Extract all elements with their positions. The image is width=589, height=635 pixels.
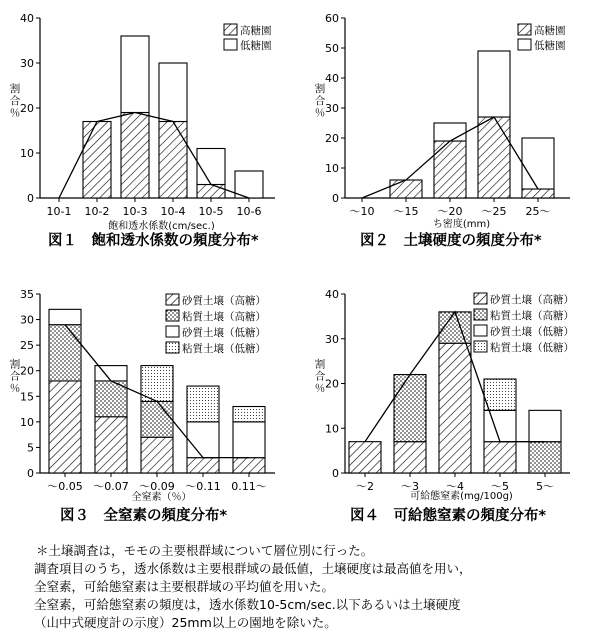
chart-panel-4 [315, 288, 574, 524]
bar-segment [484, 410, 516, 441]
bar-segment [434, 123, 466, 141]
x-tick-label: 〜2 [356, 480, 374, 493]
footnote-line: ＊土壌調査は，モモの主要根群域について層位別に行った。 [36, 543, 374, 558]
legend-swatch [518, 24, 531, 35]
y-tick-label: 10 [20, 415, 34, 429]
legend [166, 294, 266, 355]
legend [224, 24, 272, 52]
x-axis-label: 可給態窒素(mg/100g) [410, 491, 513, 502]
y-tick-label: 50 [325, 42, 339, 55]
bar-segment [159, 63, 187, 122]
legend-label: 低糖園 [240, 40, 272, 52]
legend-swatch [166, 294, 179, 305]
chart-panel-1 [10, 12, 275, 249]
bar-segment [394, 442, 426, 473]
legend-label: 粘質土壌（高糖） [182, 311, 266, 323]
y-axis-label: 割合％ [314, 83, 326, 119]
x-axis-label: ち密度(mm) [432, 219, 491, 230]
x-tick-label: 10-4 [160, 205, 186, 218]
legend [474, 293, 574, 354]
chart-title: 図２ 土壌硬度の頻度分布* [360, 233, 542, 249]
x-tick-label: 〜0.07 [93, 480, 129, 493]
y-axis-label: 割合％ [9, 358, 21, 395]
x-tick-label: 〜25 [481, 205, 507, 218]
y-tick-label: 20 [325, 377, 339, 391]
bar-segment [529, 410, 561, 441]
legend-swatch [474, 325, 487, 336]
bar-segment [159, 122, 187, 199]
chart-title: 図３ 全窒素の頻度分布* [60, 508, 228, 524]
legend-label: 高糖園 [240, 25, 272, 37]
x-tick-label: 10-5 [198, 205, 224, 218]
legend-label: 粘質土壌（低糖） [182, 343, 266, 355]
bar-segment [439, 343, 471, 473]
footnote-line: （山中式硬度計の示度）25mm以上の園地を除いた。 [34, 615, 337, 630]
legend-label: 粘質土壌（低糖） [490, 342, 574, 354]
y-tick-label: 10 [20, 147, 34, 160]
bar-segment [233, 407, 265, 422]
bar-segment [49, 325, 81, 381]
bar-segment [484, 442, 516, 473]
x-tick-label: 5〜 [536, 480, 554, 493]
legend-swatch [224, 24, 237, 35]
x-tick-label: 〜3 [401, 480, 419, 493]
y-tick-label: 0 [332, 192, 339, 205]
bar-segment [49, 309, 81, 324]
y-tick-label: 0 [27, 467, 34, 480]
bar-segment [390, 180, 422, 198]
y-tick-label: 30 [325, 332, 339, 346]
y-tick-label: 0 [27, 192, 34, 205]
x-tick-label: 〜20 [437, 205, 463, 218]
x-axis-label: 全窒素（％） [131, 492, 192, 503]
chart-title: 図４ 可給態窒素の頻度分布* [350, 508, 547, 524]
bar-segment [187, 422, 219, 458]
y-tick-label: 35 [20, 288, 34, 301]
bar-segment [233, 422, 265, 458]
legend-label: 粘質土壌（高糖） [490, 310, 574, 322]
legend-swatch [474, 293, 487, 304]
bar-segment [349, 442, 381, 473]
bar-segment [233, 458, 265, 473]
bar-segment [529, 442, 561, 473]
y-tick-label: 40 [20, 12, 34, 25]
bar-segment [121, 36, 149, 113]
bar-segment [49, 381, 81, 473]
y-tick-label: 30 [20, 57, 34, 70]
legend-label: 砂質土壌（低糖） [182, 327, 266, 339]
legend-swatch [474, 341, 487, 352]
x-tick-label: 〜4 [446, 480, 464, 493]
bar-segment [95, 417, 127, 473]
legend-swatch [166, 326, 179, 337]
footnote-line: 全窒素，可給態窒素の頻度は，透水係数10-5cm/sec.以下あるいは土壌硬度 [34, 597, 461, 612]
legend-label: 砂質土壌（高糖） [182, 295, 266, 307]
legend-swatch [224, 39, 237, 50]
bar-segment [187, 386, 219, 422]
y-tick-label: 60 [325, 12, 339, 25]
x-tick-label: 10-1 [46, 205, 72, 218]
y-tick-label: 10 [325, 162, 339, 175]
legend-label: 砂質土壌（高糖） [490, 294, 574, 306]
y-tick-label: 30 [325, 102, 339, 115]
legend-swatch [474, 309, 487, 320]
bar-segment [484, 379, 516, 410]
x-tick-label: 25〜 [525, 205, 551, 218]
legend [518, 24, 566, 52]
bar-segment [141, 437, 173, 473]
x-tick-label: 0.11〜 [231, 480, 267, 493]
chart-title: 図１ 飽和透水係数の頻度分布* [48, 233, 259, 249]
x-tick-label: 〜15 [393, 205, 419, 218]
bar-segment [522, 138, 554, 189]
bar-segment [434, 141, 466, 198]
y-tick-label: 20 [20, 102, 34, 115]
y-tick-label: 10 [325, 422, 339, 436]
y-tick-label: 40 [325, 288, 339, 301]
legend-label: 低糖園 [534, 40, 566, 52]
bar-segment [187, 458, 219, 473]
footnote-line: 調査項目のうち，透水係数は主要根群域の最低値，土壌硬度は最高値を用い， [34, 561, 472, 576]
chart-panel-3 [10, 288, 275, 524]
y-tick-label: 15 [20, 390, 34, 404]
y-tick-label: 5 [27, 441, 34, 455]
x-axis-label: 飽和透水係数(cm/sec.) [108, 221, 215, 232]
bar-segment [478, 117, 510, 198]
legend-label: 高糖園 [534, 25, 566, 37]
x-tick-label: 10-6 [236, 205, 262, 218]
legend-label: 砂質土壌（低糖） [490, 326, 574, 338]
x-tick-label: 〜5 [491, 480, 509, 493]
y-axis-label: 割合％ [314, 358, 326, 395]
legend-swatch [166, 310, 179, 321]
footnote-line: 全窒素，可給態窒素は主要根群域の平均値を用いた。 [34, 579, 335, 594]
x-tick-label: 〜10 [349, 205, 375, 218]
bar-segment [478, 51, 510, 117]
y-tick-label: 0 [332, 467, 339, 480]
bar-segment [197, 185, 225, 199]
x-tick-label: 〜0.09 [139, 480, 175, 493]
bar-segment [197, 149, 225, 185]
legend-swatch [166, 342, 179, 353]
bar-segment [394, 375, 426, 442]
chart-panel-2 [315, 12, 570, 249]
bar-segment [83, 122, 111, 199]
bar-segment [121, 113, 149, 199]
y-tick-label: 25 [20, 339, 34, 353]
x-tick-label: 〜0.11 [185, 480, 221, 493]
y-tick-label: 20 [325, 132, 339, 145]
bar-segment [141, 401, 173, 437]
y-tick-label: 20 [20, 364, 34, 378]
x-tick-label: 10-3 [122, 205, 148, 218]
y-axis-label: 割合％ [9, 83, 21, 119]
x-tick-label: 〜0.05 [47, 480, 83, 493]
y-tick-label: 40 [325, 72, 339, 85]
legend-swatch [518, 39, 531, 50]
x-tick-label: 10-2 [84, 205, 110, 218]
bar-segment [522, 189, 554, 198]
y-tick-label: 30 [20, 313, 34, 327]
